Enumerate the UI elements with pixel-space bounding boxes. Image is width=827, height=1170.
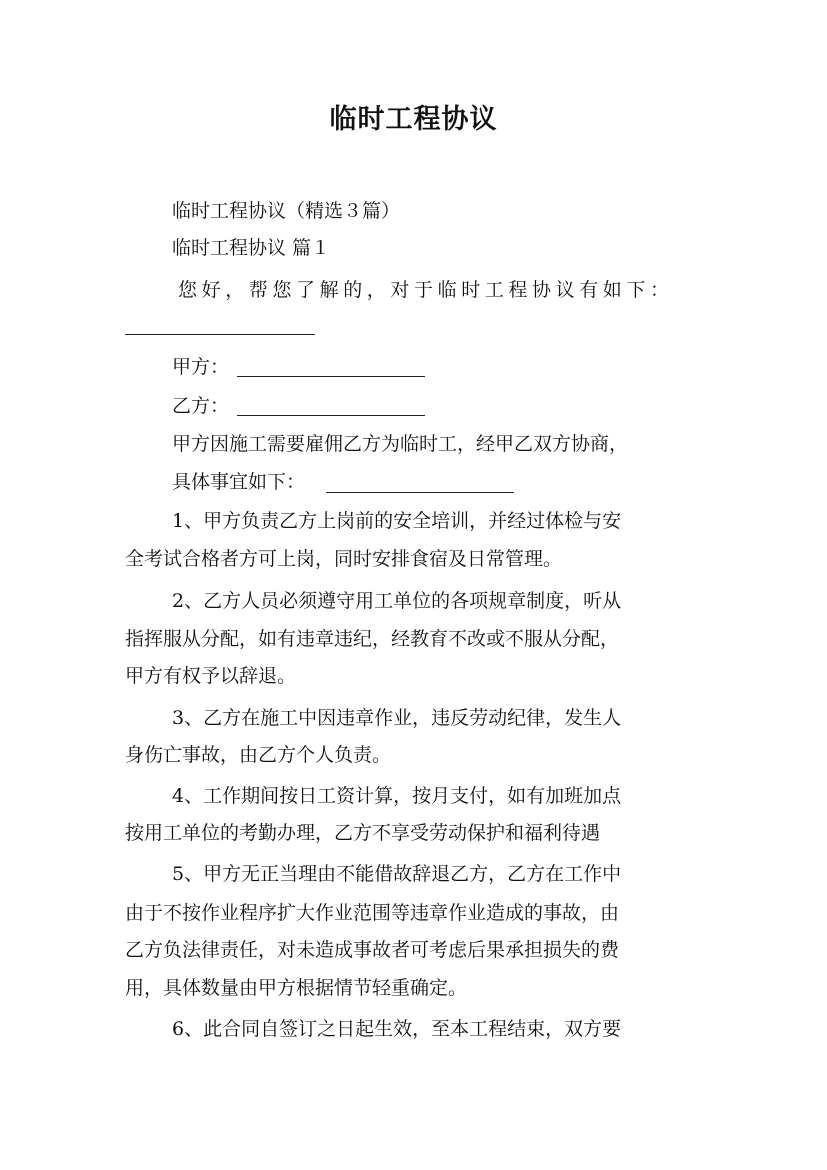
- clause-2-line-2: 指挥服从分配，如有违章违纪，经教育不改或不服从分配，: [125, 628, 620, 650]
- document-subtitle: 临时工程协议（精选３篇）: [172, 200, 401, 222]
- clause-5-line-2: 由于不按作业程序扩大作业范围等违章作业造成的事故，由: [125, 902, 620, 924]
- clause-2-line-1: 2、乙方人员必须遵守用工单位的各项规章制度，听从: [172, 590, 622, 612]
- clause-3-line-2: 身伤亡事故，由乙方个人负责。: [125, 744, 392, 766]
- clause-5-line-3: 乙方负法律责任，对未造成事故者可考虑后果承担损失的费: [125, 939, 620, 961]
- clause-2-line-3: 甲方有权予以辞退。: [125, 665, 297, 687]
- clause-4-line-2: 按用工单位的考勤办理，乙方不享受劳动保护和福利待遇: [125, 822, 601, 844]
- section-heading: 临时工程协议 篇１: [172, 237, 331, 259]
- clause-1-line-1: 1、甲方负责乙方上岗前的安全培训，并经过体检与安: [172, 510, 622, 532]
- party-a-blank-line: [237, 376, 425, 377]
- intro-blank-line: [125, 334, 315, 335]
- greeting-line: 您好，帮您了解的，对于临时工程协议有如下：: [178, 279, 674, 301]
- document-title: 临时工程协议: [329, 104, 498, 135]
- party-a-label: 甲方：: [172, 356, 230, 378]
- clause-5-line-4: 用，具体数量由甲方根据情节轻重确定。: [125, 977, 468, 999]
- party-b-label: 乙方：: [172, 395, 230, 417]
- intro-line-2: 具体事宜如下：: [172, 471, 306, 493]
- intro-line-1: 甲方因施工需要雇佣乙方为临时工，经甲乙双方协商，: [172, 433, 629, 455]
- party-b-blank-line: [237, 415, 425, 416]
- clause-3-line-1: 3、乙方在施工中因违章作业，违反劳动纪律，发生人: [172, 707, 622, 729]
- clause-6-line-1: 6、此合同自签订之日起生效，至本工程结束，双方要: [172, 1018, 622, 1040]
- clause-1-line-2: 全考试合格者方可上岗，同时安排食宿及日常管理。: [125, 548, 563, 570]
- clause-4-line-1: 4、工作期间按日工资计算，按月支付，如有加班加点: [172, 785, 622, 807]
- clause-5-line-1: 5、甲方无正当理由不能借故辞退乙方，乙方在工作中: [172, 863, 622, 885]
- details-blank-line: [326, 492, 514, 493]
